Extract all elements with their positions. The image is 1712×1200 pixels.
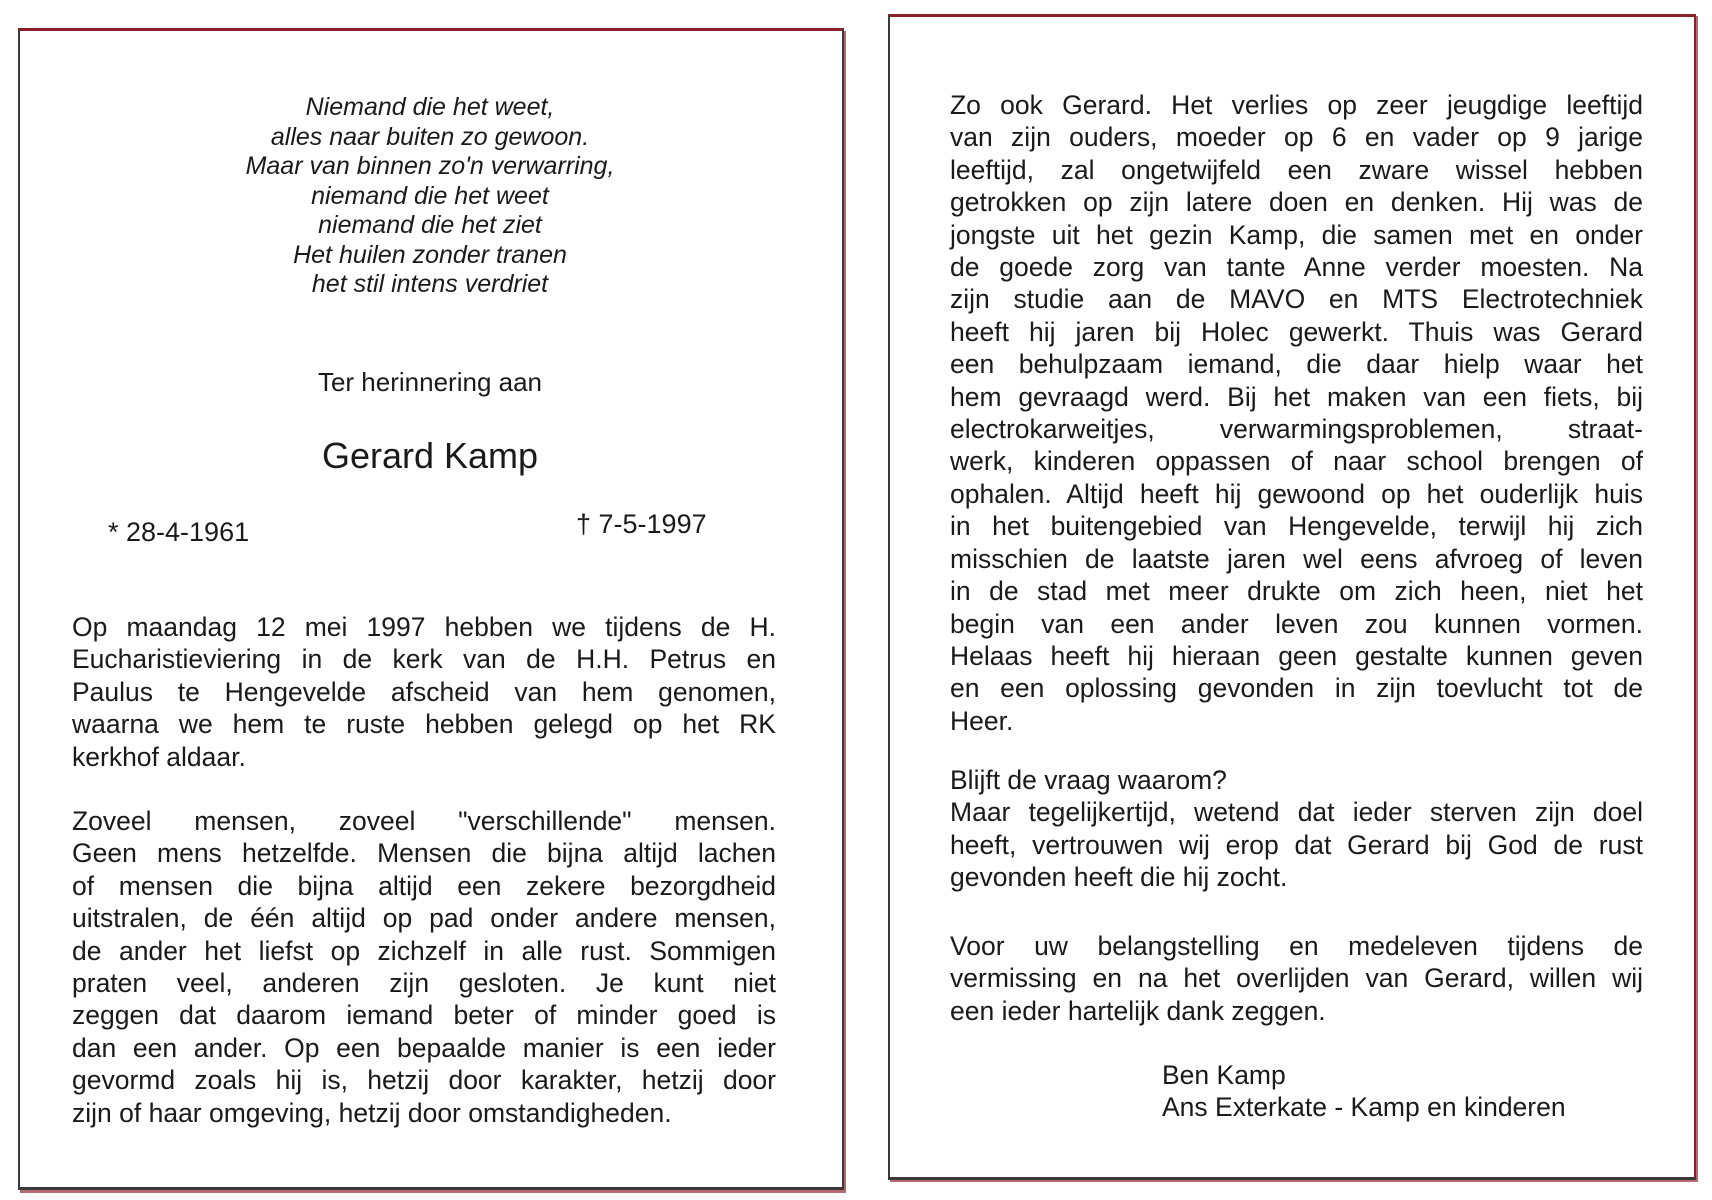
text-line: zijn studie aan de MAVO en MTS Electrotechniek bbox=[950, 284, 1643, 315]
text-line: Heer. bbox=[950, 705, 1014, 736]
text-line: heeft, vertrouwen wij erop dat Gerard bij God de rust bbox=[950, 829, 1643, 860]
text-line: electrokarweitjes, verwarmingsproblemen, straat- bbox=[950, 414, 1643, 445]
text-line: ophalen. Altijd heeft hij gewoond op het ouderlijk huis bbox=[950, 478, 1643, 509]
text-line: waarna we hem te ruste hebben gelegd op het RK bbox=[72, 709, 776, 740]
memory-heading: Ter herinnering aan bbox=[317, 367, 543, 397]
text-line: gevormd zoals hij is, hetzij door karakter, hetzij door bbox=[72, 1065, 776, 1096]
text-line: begin van een ander leven zou kunnen vormen. bbox=[950, 608, 1643, 639]
text-line: een behulpzaam iemand, die daar hielp waar het bbox=[950, 349, 1643, 380]
signature-line: Ans Exterkate - Kamp en kinderen bbox=[1162, 1092, 1566, 1123]
thanks-paragraph bbox=[950, 930, 1643, 1027]
life-story-paragraph bbox=[950, 89, 1643, 737]
text-line: Blijft de vraag waarom? bbox=[950, 765, 1227, 795]
poem-line: het stil intens verdriet bbox=[311, 270, 549, 298]
text-line: dan een ander. Op een bepaalde manier is een ieder bbox=[72, 1032, 776, 1063]
text-line: van zijn ouders, moeder op 6 en vader op 9 jarige bbox=[950, 122, 1643, 153]
text-line: de goede zorg van tante Anne verder moesten. Na bbox=[950, 252, 1643, 283]
text-line: een ieder hartelijk dank zeggen. bbox=[950, 995, 1326, 1026]
text-line: in het buitengebied van Hengevelde, terwijl hij zich bbox=[950, 511, 1643, 542]
text-line: getrokken op zijn latere doen en denken. Hij was de bbox=[950, 187, 1643, 218]
text-line: misschien de laatste jaren wel eens afvroeg of leven bbox=[950, 543, 1643, 574]
text-line: Maar tegelijkertijd, wetend dat ieder sterven zijn doel bbox=[950, 797, 1643, 828]
text-line: jongste uit het gezin Kamp, die samen met en onder bbox=[950, 219, 1643, 250]
right-card bbox=[888, 14, 1696, 1180]
poem-line: Maar van binnen zo'n verwarring, bbox=[245, 152, 615, 180]
text-line: Op maandag 12 mei 1997 hebben we tijdens de H. bbox=[72, 612, 776, 642]
text-line: of mensen die bijna altijd een zekere bezorgdheid bbox=[72, 870, 776, 901]
poem-line: Het huilen zonder tranen bbox=[293, 240, 567, 269]
text-line: hem gevraagd werd. Bij het maken van een fiets, bij bbox=[950, 381, 1643, 412]
text-line: en een oplossing gevonden in zijn toevlucht tot de bbox=[950, 673, 1643, 704]
poem-line: niemand die het ziet bbox=[318, 211, 542, 239]
poem-line: niemand die het weet bbox=[311, 181, 549, 210]
birth-date: * 28-4-1961 bbox=[108, 517, 250, 547]
text-line: Zo ook Gerard. Het verlies op zeer jeugdige leeftijd bbox=[950, 90, 1643, 120]
text-line: Helaas heeft hij hieraan geen gestalte kunnen geven bbox=[950, 640, 1643, 671]
text-line: leeftijd, zal ongetwijfeld een zware wissel hebben bbox=[950, 154, 1643, 185]
text-line: uitstralen, de één altijd op pad onder andere mensen, bbox=[72, 903, 776, 934]
text-line: vermissing en na het overlijden van Gerard, willen wij bbox=[950, 963, 1643, 994]
poem bbox=[150, 93, 710, 300]
text-line: Voor uw belangstelling en medeleven tijdens de bbox=[950, 931, 1643, 961]
poem-line: Niemand die het weet, bbox=[305, 93, 555, 121]
poem-line: alles naar buiten zo gewoon. bbox=[270, 122, 590, 151]
deceased-name: Gerard Kamp bbox=[321, 435, 539, 476]
text-line: zeggen dat daarom iemand beter of minder goed is bbox=[72, 1000, 776, 1031]
left-card bbox=[18, 28, 844, 1190]
text-line: Geen mens hetzelfde. Mensen die bijna altijd lachen bbox=[72, 838, 776, 869]
text-line: Zoveel mensen, zoveel "verschillende" mensen. bbox=[72, 806, 776, 836]
text-line: kerkhof aldaar. bbox=[72, 741, 246, 772]
text-line: in de stad met meer drukte om zich heen, niet het bbox=[950, 576, 1643, 607]
text-line: Paulus te Hengevelde afscheid van hem genomen, bbox=[72, 676, 776, 707]
question-paragraph bbox=[950, 764, 1643, 894]
text-line: praten veel, anderen zijn gesloten. Je kunt niet bbox=[72, 968, 776, 999]
funeral-paragraph bbox=[72, 611, 776, 773]
reflection-paragraph bbox=[72, 805, 776, 1129]
text-line: zijn of haar omgeving, hetzij door omstandigheden. bbox=[72, 1097, 672, 1128]
death-date: † 7-5-1997 bbox=[576, 509, 707, 539]
text-line: heeft hij jaren bij Holec gewerkt. Thuis was Gerard bbox=[950, 316, 1643, 347]
signature-line: Ben Kamp bbox=[1162, 1060, 1286, 1090]
text-line: de ander het liefst op zichzelf in alle rust. Sommigen bbox=[72, 935, 776, 966]
text-line: Eucharistieviering in de kerk van de H.H. Petrus en bbox=[72, 644, 776, 675]
text-line: gevonden heeft die hij zocht. bbox=[950, 862, 1288, 893]
signatures bbox=[1162, 1059, 1566, 1124]
text-line: werk, kinderen oppassen of naar school brengen of bbox=[950, 446, 1643, 477]
